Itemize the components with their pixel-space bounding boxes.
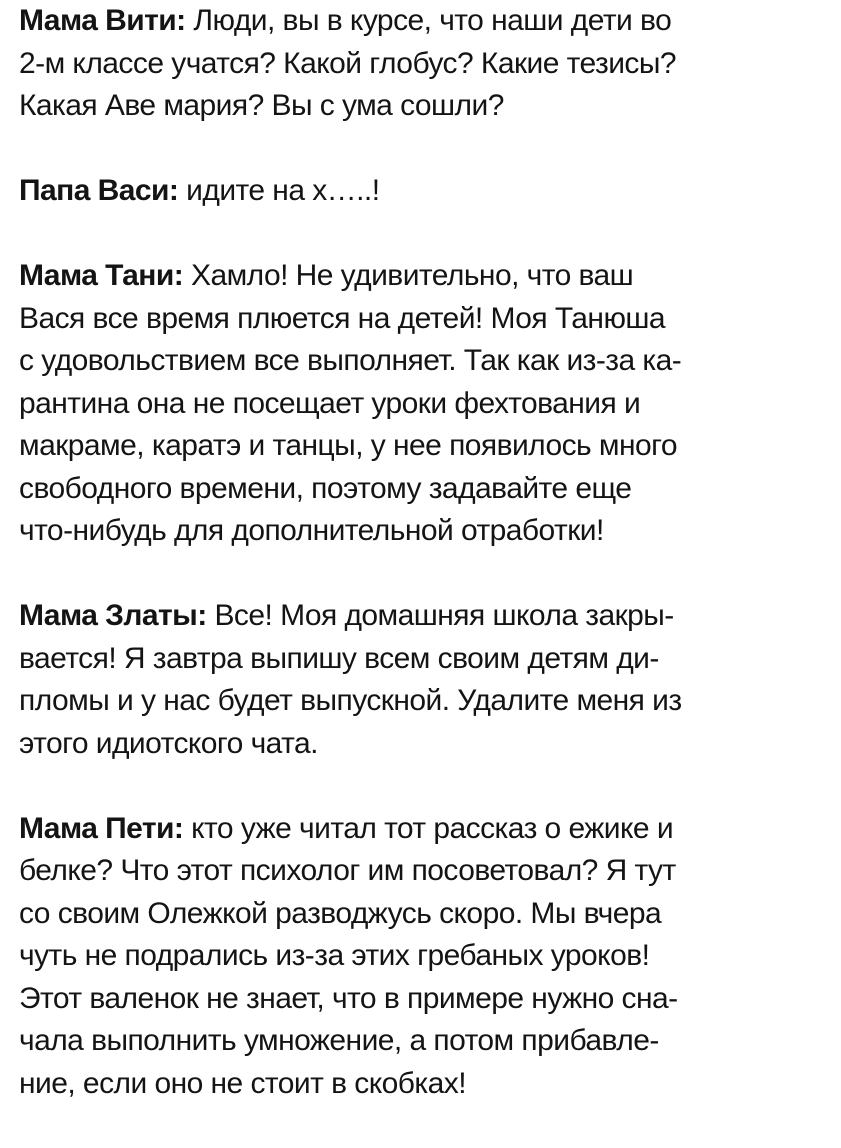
- message-line: со своим Олежкой разводжусь скоро. Мы вчера: [19, 896, 662, 930]
- message-line: рантина она не посещает уроки фехтования и: [19, 386, 641, 420]
- message-line: [19, 170, 834, 213]
- message-text: Хамло! Не удивительно, что ваш: [190, 259, 634, 292]
- speaker-name: Мама Вити:: [19, 4, 186, 37]
- message-line: [19, 808, 834, 851]
- chat-transcript: [19, 0, 834, 1148]
- message-mama-zlaty: [19, 595, 834, 765]
- message-line: [19, 595, 834, 638]
- message-line: Вася все время плюется на детей! Моя Танюша: [19, 301, 666, 335]
- message-line: макраме, каратэ и танцы, у нее появилось много: [19, 429, 678, 462]
- message-line: [19, 0, 834, 43]
- speaker-name: Мама Пети:: [19, 811, 184, 845]
- message-line: с удовольствием все выполняет. Так как из-за ка-: [19, 344, 682, 377]
- message-line: Какая Аве мария? Вы с ума сошли?: [19, 89, 504, 122]
- message-line: белке? Что этот психолог им посоветовал? Я тут: [19, 854, 676, 887]
- message-line: чала выполнить умножение, а потом прибавле-: [19, 1024, 659, 1057]
- speaker-name: Папа Васи:: [19, 174, 179, 207]
- message-text: Все! Моя домашняя школа закры-: [214, 599, 674, 632]
- message-line: 2-м классе учатся? Какой глобус? Какие тезисы?: [19, 46, 676, 80]
- message-line: Этот валенок не знает, что в примере нужно сна-: [19, 981, 678, 1015]
- message-line: этого идиотского чата.: [19, 726, 318, 760]
- speaker-name: Мама Тани:: [19, 259, 184, 292]
- message-line: вается! Я завтра выпишу всем своим детям ди-: [19, 641, 659, 675]
- message-line: ние, если оно не стоит в скобках!: [19, 1066, 466, 1100]
- message-mama-tani: [19, 255, 834, 553]
- message-mama-peti: [19, 808, 834, 1106]
- message-text: кто уже читал тот рассказ о ежике и: [191, 811, 674, 845]
- message-papa-vasi: [19, 170, 834, 213]
- message-line: чуть не подрались из-за этих гребаных уроков!: [19, 939, 650, 972]
- message-mama-viti: [19, 0, 834, 128]
- message-line: пломы и у нас будет выпускной. Удалите меня из: [19, 684, 682, 717]
- speaker-name: Мама Златы:: [19, 599, 207, 632]
- message-line: что-нибудь для дополнительной отработки!: [19, 514, 604, 547]
- message-text: идите на х…..!: [186, 174, 380, 207]
- message-line: свободного времени, поэтому задавайте еще: [19, 471, 632, 505]
- message-text: Люди, вы в курсе, что наши дети во: [193, 4, 672, 37]
- message-line: [19, 255, 834, 298]
